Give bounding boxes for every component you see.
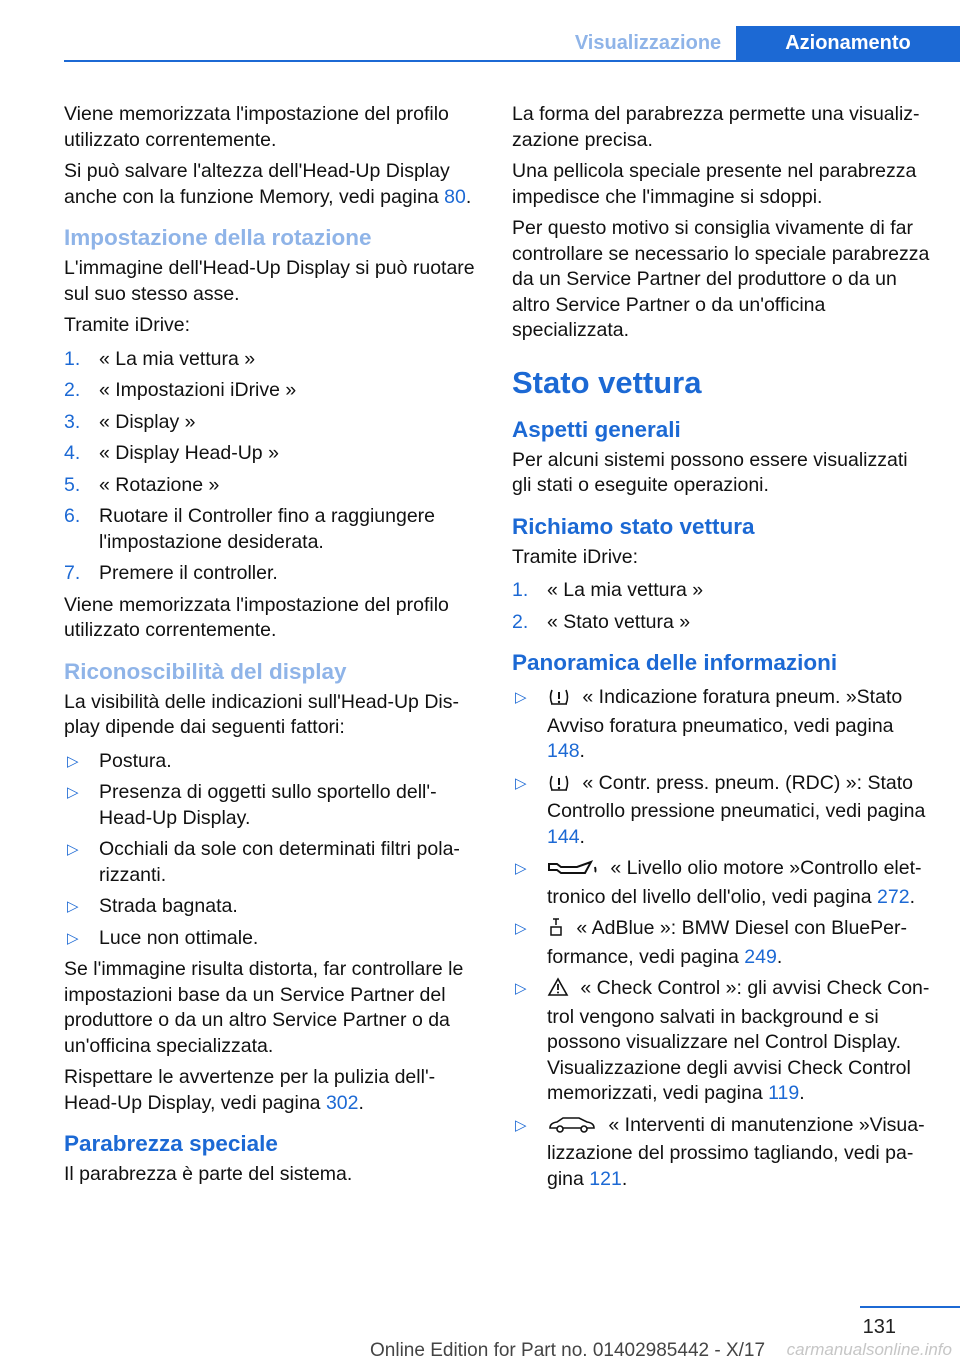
bullet-triangle-icon: ▷ [67, 898, 79, 915]
bullet-triangle-icon: ▷ [67, 841, 79, 858]
list-item: ▷ Presenza di oggetti sullo sportello dell'-Head-Up Display. [67, 781, 437, 829]
header-tab-azionamento[interactable]: Azionamento [736, 26, 960, 62]
list-item: 1. « La mia vettura » [512, 579, 704, 601]
bullet-triangle-icon: ▷ [515, 689, 527, 706]
paragraph: Viene memorizzata l'impostazione del profilo utilizzato correntemente. [64, 593, 449, 641]
paragraph: L'immagine dell'Head-Up Display si può ruotare sul suo stesso asse. [64, 257, 475, 305]
list-item: 3. « Display » [64, 410, 196, 433]
oil-can-icon [547, 859, 599, 885]
list-item: ▷ Luce non ottimale. [64, 926, 478, 952]
paragraph: Una pellicola speciale presente nel parabrezza impedisce che l'immagine si sdoppi. [512, 160, 917, 208]
page-link[interactable]: 144 [547, 825, 580, 848]
bullet-triangle-icon: ▷ [515, 1116, 527, 1134]
car-service-icon [547, 1116, 597, 1142]
list-item: ▷ « Livello olio motore »Controllo elettronico del livello dell'olio, vedi pagina 272. [515, 857, 922, 908]
list-item: ▷ « AdBlue »: BMW Diesel con BluePerformance, vedi pagina 249. [515, 917, 907, 968]
bullet-triangle-icon: ▷ [67, 929, 79, 947]
left-column [64, 102, 478, 1194]
bullet-triangle-icon: ▷ [67, 752, 79, 770]
list-item: ▷ « Contr. press. pneum. (RDC) »: Stato Controllo pressione pneumatici, vedi pagina 144. [515, 771, 926, 848]
info-list [512, 685, 932, 1192]
page-link[interactable]: 119 [768, 1082, 800, 1104]
steps-list [64, 347, 478, 587]
heading-stato-vettura: Stato vettura [512, 364, 702, 400]
bullet-triangle-icon: ▷ [515, 860, 527, 877]
tire-pressure-warning-icon [547, 688, 571, 714]
list-item: 1. « La mia vettura » [64, 347, 256, 370]
list-item: 2. « Impostazioni iDrive » [64, 379, 297, 401]
page-link[interactable]: 249 [744, 945, 777, 968]
factors-list [64, 749, 478, 952]
list-item: ▷ « Interventi di manutenzione »Visualizzazione del prossimo tagliando, vedi pagina 121. [515, 1113, 925, 1190]
warning-triangle-icon [547, 977, 569, 1005]
heading-rotazione: Impostazione della rotazione [64, 225, 372, 250]
bullet-triangle-icon: ▷ [67, 784, 79, 801]
bullet-triangle-icon: ▷ [515, 920, 527, 937]
edition-text: Online Edition for Part no. 01402985442 - X/17 [370, 1340, 766, 1361]
page-link[interactable]: 302 [325, 1091, 359, 1114]
bullet-triangle-icon: ▷ [515, 980, 527, 997]
list-item: ▷ Occhiali da sole con determinati filtri polarizzanti. [67, 838, 460, 886]
footer-rule [860, 1306, 960, 1308]
heading-panoramica: Panoramica delle informazioni [512, 650, 838, 675]
right-column [512, 102, 932, 1198]
paragraph: La forma del parabrezza permette una visualizzazione precisa. [512, 103, 920, 151]
paragraph: Tramite iDrive: [512, 545, 639, 568]
paragraph: La visibilità delle indicazioni sull'Head-Up Display dipende dai seguenti fattori: [64, 690, 459, 738]
list-item: 6. Ruotare il Controller fino a raggiungere l'impostazione desiderata. [64, 505, 436, 553]
paragraph: Tramite iDrive: [64, 314, 191, 336]
list-item: ▷ Strada bagnata. [64, 894, 478, 920]
paragraph: Rispettare le avvertenze per la pulizia dell'-Head-Up Display, vedi pagina 302. [64, 1066, 436, 1114]
paragraph: Se l'immagine risulta distorta, far controllare le impostazioni base da un Service Partner del produttore o da un altro Service Partner o da un'officina specializzata. [64, 958, 464, 1057]
page-link[interactable]: 121 [589, 1167, 622, 1190]
heading-riconoscibilita: Riconoscibilità del display [64, 658, 347, 684]
list-item: ▷ « Indicazione foratura pneum. »Stato Avviso foratura pneumatico, vedi pagina 148. [515, 686, 903, 762]
bullet-triangle-icon: ▷ [515, 774, 527, 792]
heading-parabrezza: Parabrezza speciale [64, 1131, 278, 1156]
list-item: 2. « Stato vettura » [512, 610, 691, 633]
paragraph: Si può salvare l'altezza dell'Head-Up Display anche con la funzione Memory, vedi pagina 80. [64, 160, 472, 208]
header-tab-visualizzazione[interactable]: Visualizzazione [574, 32, 722, 54]
list-item: ▷ Postura. [64, 749, 478, 775]
page-number: 131 [862, 1316, 896, 1338]
heading-richiamo: Richiamo stato vettura [512, 513, 755, 539]
paragraph: Il parabrezza è parte del sistema. [64, 1163, 353, 1185]
paragraph: Per alcuni sistemi possono essere visualizzati gli stati o eseguite operazioni. [512, 448, 908, 496]
list-item: ▷ « Check Control »: gli avvisi Check Control vengono salvati in background e si possono visualizzare nel Control Display. Visualizzazione degli avvisi Check Control memorizzati, vedi pagina 119. [515, 977, 930, 1104]
heading-aspetti-generali: Aspetti generali [512, 416, 681, 442]
list-item: 4. « Display Head-Up » [64, 442, 279, 464]
adblue-icon [547, 917, 565, 945]
paragraph: Per questo motivo si consiglia vivamente di far controllare se necessario lo speciale parabrezza da un Service Partner del produttore o da un altro Service Partner o da un'officina specializzata. [512, 217, 930, 341]
steps-list [512, 578, 932, 635]
paragraph: Viene memorizzata l'impostazione del profilo utilizzato correntemente. [64, 103, 449, 151]
list-item: 5. « Rotazione » [64, 473, 220, 496]
tire-pressure-monitor-icon [547, 774, 571, 800]
list-item: 7. Premere il controller. [64, 562, 278, 584]
page-link[interactable]: 80 [444, 185, 466, 208]
watermark: carmanualsonline.info [786, 1340, 952, 1359]
page-link[interactable]: 272 [877, 885, 910, 908]
page-link[interactable]: 148 [547, 740, 580, 762]
